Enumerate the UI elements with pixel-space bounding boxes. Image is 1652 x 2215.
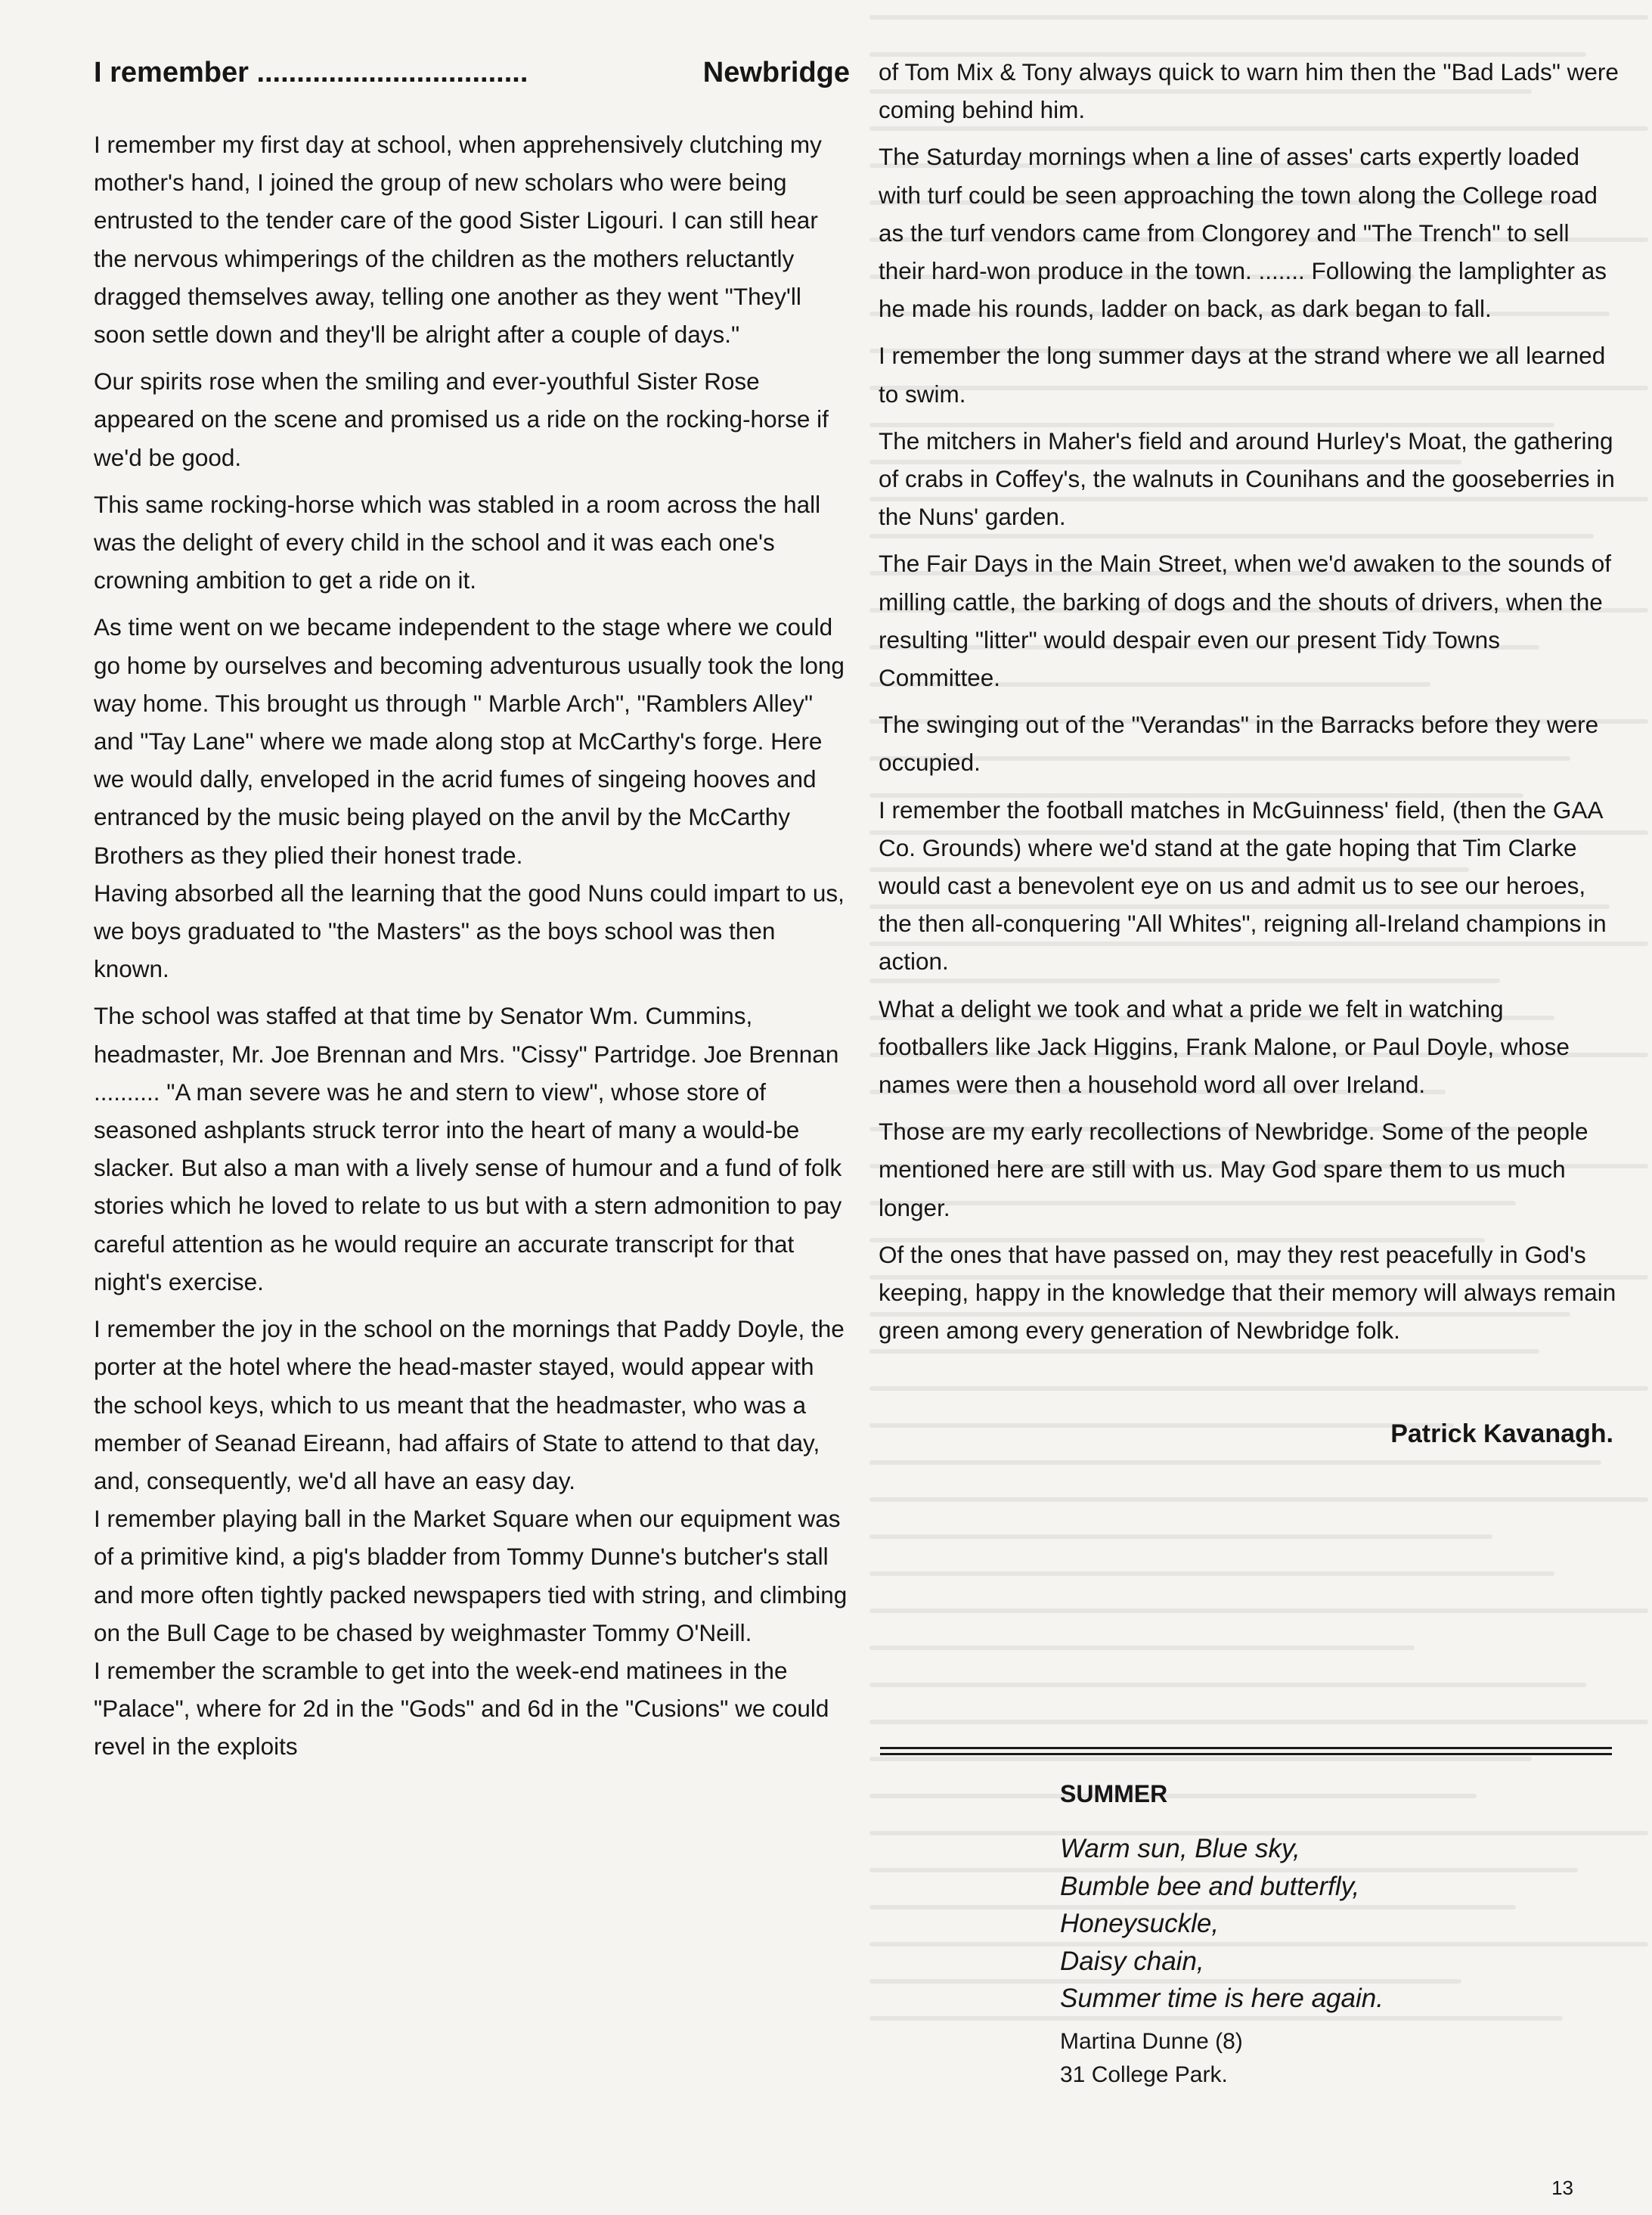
divider-rule-bottom bbox=[880, 1753, 1612, 1755]
article-paragraph: This same rocking-horse which was stabled in a room across the hall was the delight of every child in the school and it was each one's crowning ambition to get a ride on it. bbox=[94, 490, 821, 594]
article-paragraph: Those are my early recollections of Newbridge. Some of the people mentioned here are still with us. May God spare them to us much longer. bbox=[879, 1118, 1588, 1221]
article-author: Patrick Kavanagh. bbox=[1390, 1419, 1613, 1448]
article-paragraph: I remember the joy in the school on the mornings that Paddy Doyle, the porter at the hotel where the head-master stayed, would appear with the school keys, which to us meant that the headmaster, who was a member of Seanad Eireann, had affairs of State to attend to that day, and, consequently, we'd all have an easy day. I remember playing ball in the Market Square when our equipment was of a primitive kind, a pig's bladder from Tommy Dunne's butcher's stall and more often tightly packed newspapers tied with string, and climbing on the Bull Cage to be chased by weighmaster Tommy O'Neill. I remember the scramble to get into the week-end matinees in the "Palace", where for 2d in the "Gods" and 6d in the "Cusions" we could revel in the exploits bbox=[94, 1315, 848, 1761]
article-paragraph: I remember the football matches in McGuinness' field, (then the GAA Co. Grounds) where we'd stand at the gate hoping that Tim Clarke would cast a benevolent eye on us and admit us to see our heroes, the then all-conquering "All Whites", reigning all-Ireland champions in action. bbox=[879, 796, 1607, 976]
article-headline bbox=[94, 53, 850, 92]
poem-line: Honeysuckle, bbox=[1060, 1909, 1220, 1939]
article-paragraph: The Fair Days in the Main Street, when we'd awaken to the sounds of milling cattle, the barking of dogs and the shouts of drivers, when the resulting "litter" would despair even our present Tidy Towns Committee. bbox=[879, 550, 1612, 692]
poem-author-name: Martina Dunne (8) bbox=[1060, 2028, 1243, 2054]
article-paragraph: The mitchers in Maher's field and around Hurley's Moat, the gathering of crabs in Coffey's, the walnuts in Counihans and the gooseberries in the Nuns' garden. bbox=[879, 427, 1615, 531]
poem-line: Warm sun, Blue sky, bbox=[1060, 1834, 1300, 1863]
article-paragraph: The swinging out of the "Verandas" in the Barracks before they were occupied. bbox=[879, 711, 1599, 777]
left-column bbox=[94, 53, 850, 1775]
page-number: 13 bbox=[1551, 2176, 1573, 2199]
article-paragraph: The school was staffed at that time by Senator Wm. Cummins, headmaster, Mr. Joe Brennan and Mrs. "Cissy" Partridge. Joe Brennan .......... "A man severe was he and stern to view", whose store of seasoned ashplants struck terror into the heart of many a would-be slacker. But also a man with a lively sense of humour and a fund of folk stories which he loved to relate to us but with a stern admonition to pay careful attention as he would require an accurate transcript for that night's exercise. bbox=[94, 1002, 842, 1295]
divider-rule-top bbox=[880, 1747, 1612, 1749]
article-paragraph: I remember the long summer days at the strand where we all learned to swim. bbox=[879, 342, 1606, 408]
article-paragraph: Our spirits rose when the smiling and ever-youthful Sister Rose appeared on the scene and promised us a ride on the rocking-horse if we'd be good. bbox=[94, 368, 829, 471]
poem-line: Daisy chain, bbox=[1060, 1946, 1204, 1976]
poem-title: SUMMER bbox=[1060, 1780, 1168, 1807]
poem-line: Summer time is here again. bbox=[1060, 1984, 1384, 2014]
poem-author-address: 31 College Park. bbox=[1060, 2061, 1228, 2087]
right-paragraphs bbox=[879, 53, 1619, 1350]
article-paragraph: The Saturday mornings when a line of asses' carts expertly loaded with turf could be seen approaching the town along the College road as the turf vendors came from Clongorey and "The Trench" to sell their hard-won produce in the town. ....... Following the lamplighter as he made his rounds, ladder on back, as dark began to fall. bbox=[879, 143, 1607, 323]
headline-left: I remember .................................. bbox=[94, 57, 528, 88]
left-paragraphs bbox=[94, 126, 850, 1766]
article-paragraph: Of the ones that have passed on, may they rest peacefully in God's keeping, happy in the knowledge that their memory will always remain green among every generation of Newbridge folk. bbox=[879, 1240, 1616, 1345]
article-paragraph: I remember my first day at school, when apprehensively clutching my mother's hand, I joined the group of new scholars who were being entrusted to the tender care of the good Sister Ligouri. I can still hear the nervous whimperings of the children as the mothers reluctantly dragged themselves away, telling one another as they went "They'll soon settle down and they'll be alright after a couple of days." bbox=[94, 131, 822, 349]
headline-right: Newbridge bbox=[702, 57, 850, 88]
poem-block bbox=[1060, 1777, 1589, 2092]
article-paragraph: of Tom Mix & Tony always quick to warn him then the "Bad Lads" were coming behind him. bbox=[879, 58, 1619, 124]
poem-line: Bumble bee and butterfly, bbox=[1060, 1871, 1360, 1901]
article-paragraph: As time went on we became independent to the stage where we could go home by ourselves and becoming adventurous usually took the long way home. This brought us through " Marble Arch", "Ramblers Alley" and "Tay Lane" where we made along stop at McCarthy's forge. Here we would dally, enveloped in the acrid fumes of singeing hooves and entranced by the music being played on the anvil by the McCarthy Brothers as they plied their honest trade. Having absorbed all the learning that the good Nuns could impart to us, we boys graduated to "the Masters" as the boys school was then known. bbox=[94, 613, 845, 983]
right-column bbox=[879, 53, 1619, 1449]
article-paragraph: What a delight we took and what a pride we felt in watching footballers like Jack Higgins, Frank Malone, or Paul Doyle, whose names were then a household word all over Ireland. bbox=[879, 994, 1570, 1099]
